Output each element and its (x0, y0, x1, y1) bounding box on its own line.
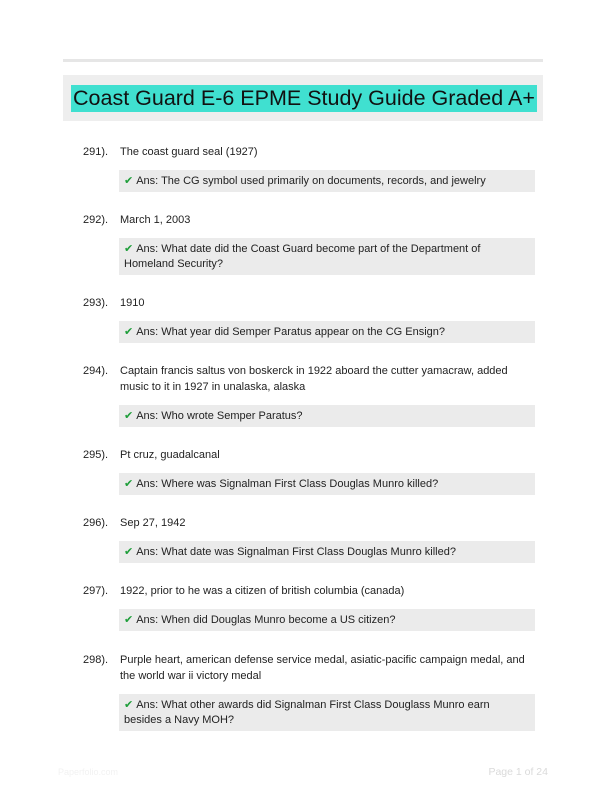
answer-box (119, 609, 535, 631)
footer-site-watermark: Paperfolio.com (58, 767, 119, 777)
answer-text: Ans: What date was Signalman First Class Douglas Munro killed? (136, 546, 456, 558)
answer-text: Ans: Where was Signalman First Class Douglas Munro killed? (136, 478, 439, 490)
answer-box (119, 238, 535, 275)
item-question: Captain francis saltus von boskerck in 1922 aboard the cutter yamacraw, added music to it in 1927 in unalaska, alaska (120, 365, 508, 393)
answer-text: Ans: The CG symbol used primarily on documents, records, and jewelry (136, 175, 486, 187)
item-number: 298). (83, 654, 109, 666)
item-question: March 1, 2003 (120, 214, 191, 226)
item-number: 291). (83, 146, 109, 158)
check-icon: ✔ (124, 545, 134, 558)
check-icon: ✔ (124, 174, 134, 187)
item-number: 293). (83, 297, 109, 309)
answer-text: Ans: What other awards did Signalman First Class Douglass Munro earn besides a Navy MOH? (124, 699, 490, 726)
item-question: Purple heart, american defense service medal, asiatic-pacific campaign medal, and the world war ii victory medal (120, 654, 525, 682)
answer-text: Ans: What year did Semper Paratus appear on the CG Ensign? (136, 326, 445, 338)
answer-box (119, 473, 535, 495)
item-number: 294). (83, 365, 109, 377)
check-icon: ✔ (124, 409, 134, 422)
answer-box (119, 170, 535, 192)
check-icon: ✔ (124, 325, 134, 338)
check-icon: ✔ (124, 698, 134, 711)
check-icon: ✔ (124, 613, 134, 626)
item-number: 292). (83, 214, 109, 226)
item-question: The coast guard seal (1927) (120, 146, 258, 158)
item-number: 295). (83, 449, 109, 461)
answer-box (119, 694, 535, 731)
page-title: Coast Guard E-6 EPME Study Guide Graded A+ (73, 86, 535, 110)
answer-text: Ans: Who wrote Semper Paratus? (136, 410, 303, 422)
check-icon: ✔ (124, 477, 134, 490)
answer-box (119, 541, 535, 563)
item-question: Pt cruz, guadalcanal (120, 449, 220, 461)
item-question: Sep 27, 1942 (120, 517, 186, 529)
answer-box (119, 321, 535, 343)
item-question: 1910 (120, 297, 145, 309)
check-icon: ✔ (124, 242, 134, 255)
page-number: Page 1 of 24 (488, 766, 548, 778)
item-number: 296). (83, 517, 109, 529)
answer-text: Ans: When did Douglas Munro become a US citizen? (136, 614, 396, 626)
header-divider (63, 59, 543, 62)
answer-box (119, 405, 535, 427)
answer-text: Ans: What date did the Coast Guard become part of the Department of Homeland Security? (124, 243, 481, 270)
item-question: 1922, prior to he was a citizen of british columbia (canada) (120, 585, 405, 597)
item-number: 297). (83, 585, 109, 597)
